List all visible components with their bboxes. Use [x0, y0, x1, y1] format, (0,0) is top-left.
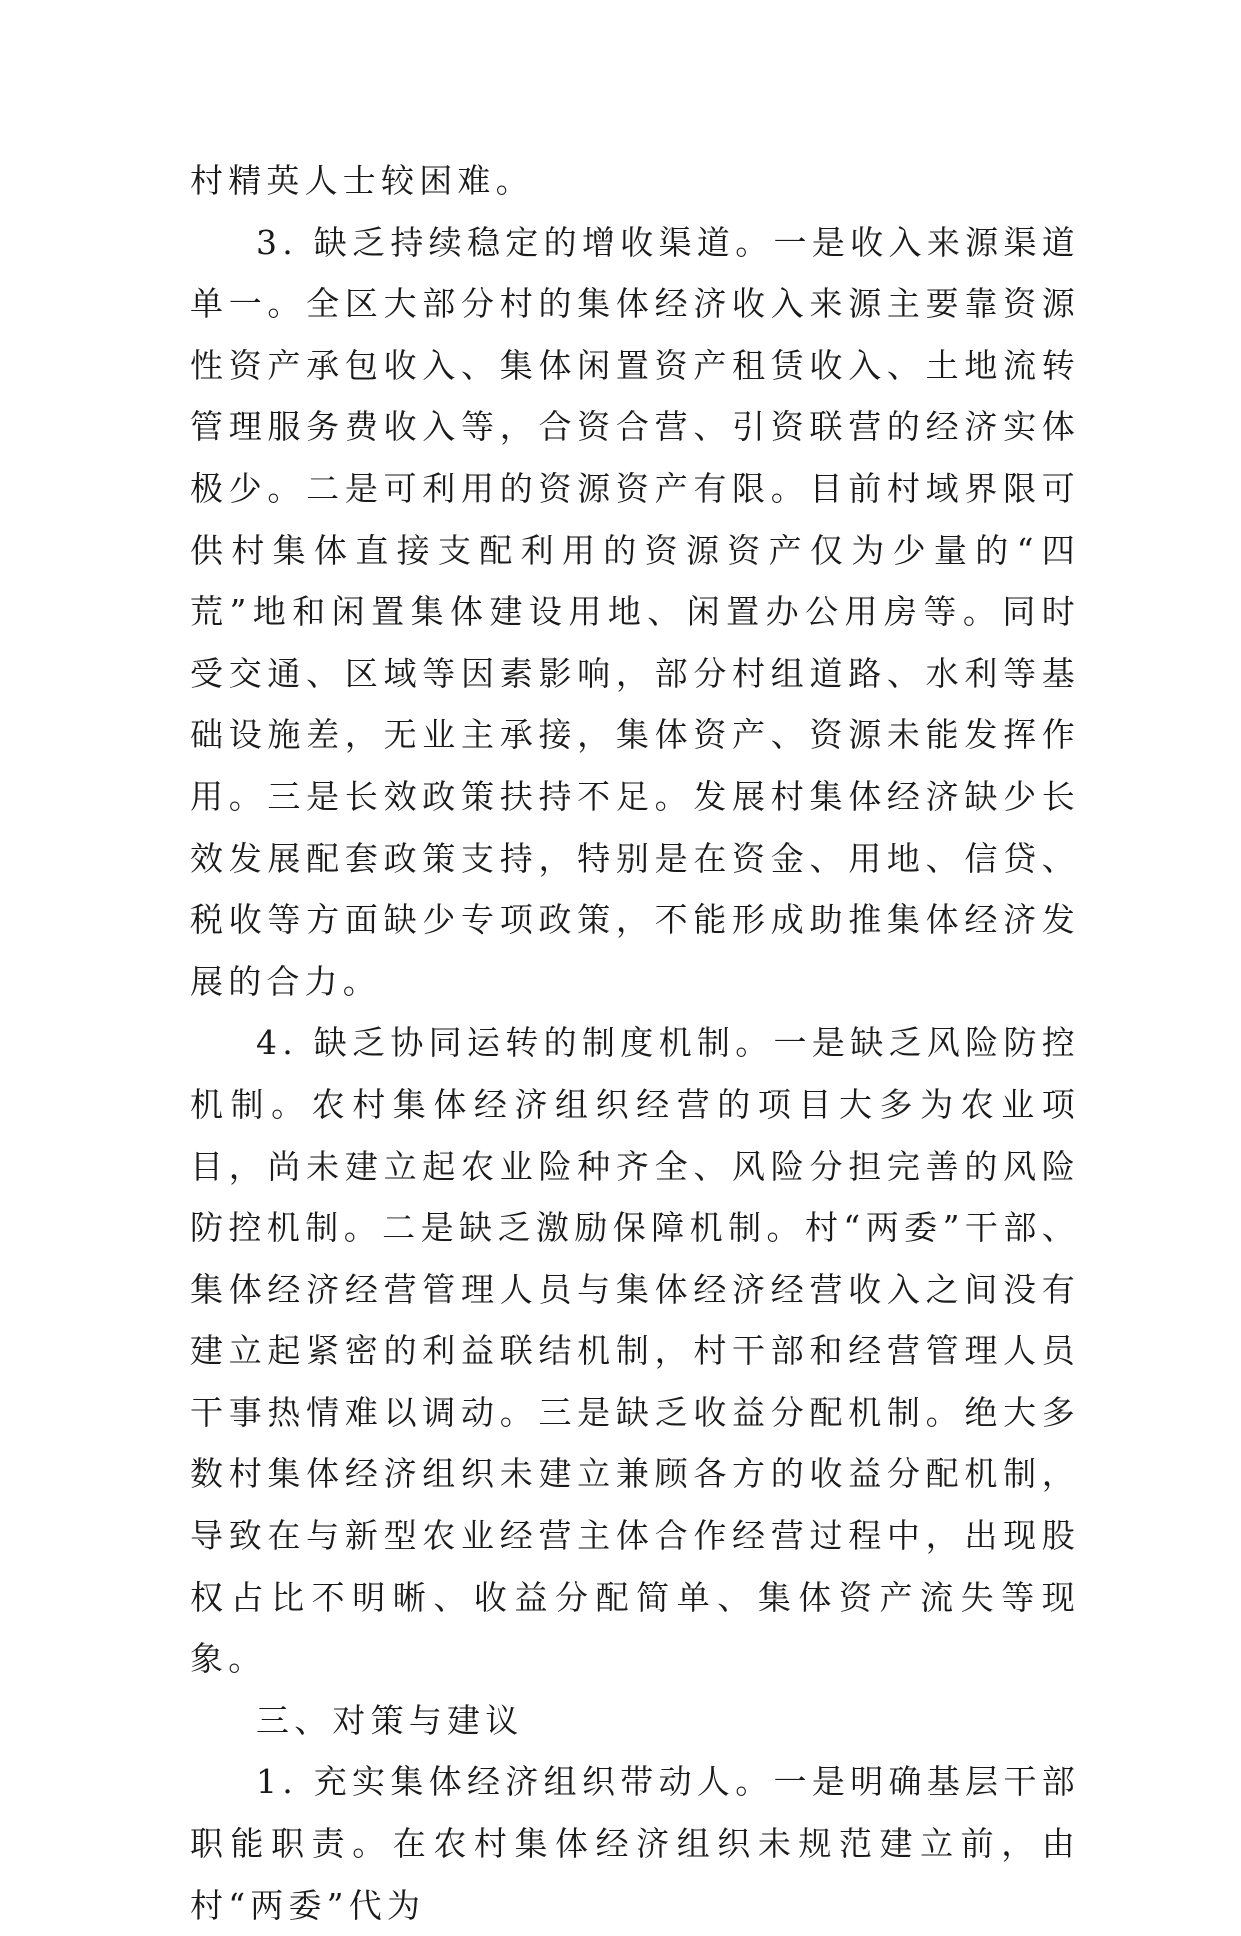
paragraph-leaders: 1. 充实集体经济组织带动人。一是明确基层干部职能职责。在农村集体经济组织未规范建立前，由村“两委”代为 — [190, 1762, 1080, 1925]
section-heading-countermeasures: 三、对策与建议 — [256, 1700, 524, 1740]
document-body — [190, 150, 1080, 1936]
paragraph-institutional-mechanisms: 4. 缺乏协同运转的制度机制。一是缺乏风险防控机制。农村集体经济组织经营的项目大多为农业项目，尚未建立起农业险种齐全、风险分担完善的风险防控机制。二是缺乏激励保障机制。村“两委”干部、集体经济经营管理人员与集体经济经营收入之间没有建立起紧密的利益联结机制，村干部和经营管理人员干事热情难以调动。三是缺乏收益分配机制。绝大多数村集体经济组织未建立兼顾各方的收益分配机制，导致在与新型农业经营主体合作经营过程中，出现股权占比不明晰、收益分配简单、集体资产流失等现象。 — [190, 1023, 1080, 1679]
paragraph-continuation: 村精英人士较困难。 — [190, 161, 534, 200]
paragraph-income-channels: 3. 缺乏持续稳定的增收渠道。一是收入来源渠道单一。全区大部分村的集体经济收入来源主要靠资源性资产承包收入、集体闲置资产租赁收入、土地流转管理服务费收入等，合资合营、引资联营的经济实体极少。二是可利用的资源资产有限。目前村域界限可供村集体直接支配利用的资源资产仅为少量的“四荒”地和闲置集体建设用地、闲置办公用房等。同时受交通、区域等因素影响，部分村组道路、水利等基础设施差，无业主承接，集体资产、资源未能发挥作用。三是长效政策扶持不足。发展村集体经济缺少长效发展配套政策支持，特别是在资金、用地、信贷、税收等方面缺少专项政策，不能形成助推集体经济发展的合力。 — [190, 222, 1080, 1001]
